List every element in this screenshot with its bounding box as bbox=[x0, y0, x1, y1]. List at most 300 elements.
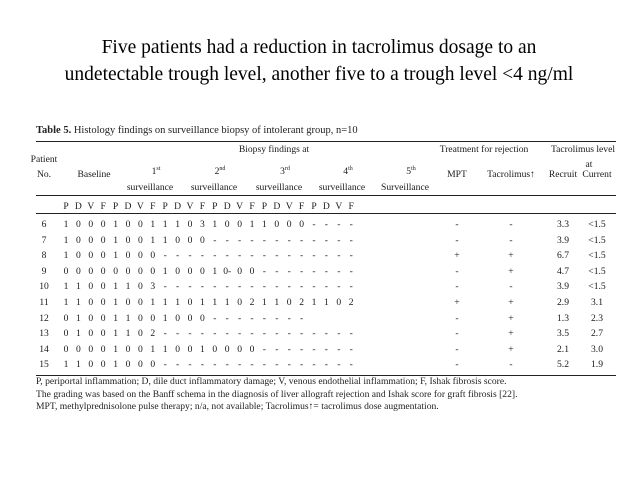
row-15-finding-16: - bbox=[262, 359, 266, 371]
row-12-finding-17: - bbox=[275, 312, 279, 324]
row-11-finding-8: 1 bbox=[162, 297, 168, 308]
surveillance-ordinal: rd bbox=[284, 166, 290, 172]
row-12-current: 2.3 bbox=[591, 312, 603, 324]
row-9-finding-14: 0 bbox=[237, 265, 242, 277]
row-13-finding-20: - bbox=[312, 328, 316, 340]
row-7-finding-11: 0 bbox=[199, 234, 205, 246]
table-rule bbox=[36, 213, 616, 214]
row-15-finding-14: - bbox=[237, 359, 242, 371]
table-notes bbox=[36, 376, 518, 414]
row-7-finding-20: - bbox=[312, 234, 316, 246]
row-14-current: 3.0 bbox=[591, 343, 603, 355]
row-12-finding-3: 0 bbox=[100, 312, 106, 324]
row-11-finding-16: 1 bbox=[261, 297, 267, 308]
row-7-finding-0: 1 bbox=[63, 234, 69, 246]
row-9-finding-11: 0 bbox=[199, 265, 205, 277]
surveillance-number: 3 bbox=[280, 166, 285, 178]
row-13-finding-18: - bbox=[287, 328, 291, 340]
row-8-finding-15: - bbox=[250, 250, 254, 262]
row-11-finding-22: 0 bbox=[336, 297, 342, 308]
row-14-finding-7: 1 bbox=[150, 343, 156, 355]
header-v-5: V bbox=[285, 201, 293, 212]
row-11-finding-21: 1 bbox=[323, 297, 329, 308]
row-10-finding-1: 1 bbox=[75, 281, 81, 293]
row-9-finding-0: 0 bbox=[63, 265, 69, 277]
header-surveillance-4: surveillance bbox=[318, 182, 366, 193]
row-10-finding-7: 3 bbox=[150, 281, 156, 293]
row-15-finding-4: 1 bbox=[113, 359, 118, 371]
row-12-finding-19: - bbox=[299, 312, 304, 324]
row-15-patient-no: 15 bbox=[39, 359, 49, 371]
row-14-finding-12: 0 bbox=[212, 343, 218, 355]
row-15-tacrolimus-up: - bbox=[509, 359, 513, 371]
header-f-5: F bbox=[298, 201, 305, 212]
row-6-finding-4: 1 bbox=[113, 219, 118, 230]
row-8-finding-18: - bbox=[287, 250, 291, 262]
caption-text: Histology findings on surveillance biopsy of intolerant group, n=10 bbox=[73, 125, 358, 136]
row-14-finding-3: 0 bbox=[100, 343, 106, 355]
row-9-finding-1: 0 bbox=[75, 265, 81, 277]
row-10-patient-no: 10 bbox=[39, 281, 49, 293]
row-14-patient-no: 14 bbox=[39, 343, 49, 355]
row-12-finding-8: 1 bbox=[162, 312, 168, 324]
header-d-1: D bbox=[74, 201, 82, 212]
row-13-mpt: - bbox=[455, 328, 459, 340]
row-11-finding-12: 1 bbox=[212, 297, 218, 308]
row-14-finding-4: 1 bbox=[113, 343, 118, 355]
row-15-finding-5: 0 bbox=[125, 359, 131, 371]
row-9-finding-2: 0 bbox=[88, 265, 94, 277]
row-15-finding-21: - bbox=[324, 359, 328, 371]
table-rule bbox=[36, 141, 616, 142]
row-9-finding-23: - bbox=[349, 265, 353, 277]
row-10-current: <1.5 bbox=[588, 281, 606, 293]
row-8-finding-21: - bbox=[324, 250, 328, 262]
header-mpt: MPT bbox=[447, 169, 467, 180]
note-abbreviations: P, periportal inflammation; D, dile duct inflammatory damage; V, venous endothelial inflammation; F, Ishak fibrosis score. bbox=[36, 376, 507, 387]
row-13-finding-4: 1 bbox=[113, 328, 118, 340]
row-14-mpt: - bbox=[455, 343, 459, 355]
row-10-finding-16: - bbox=[262, 281, 266, 293]
header-surveillance-2: surveillance bbox=[190, 182, 238, 193]
row-11-finding-23: 2 bbox=[348, 297, 354, 308]
row-12-finding-9: 0 bbox=[175, 312, 180, 324]
row-8-finding-0: 1 bbox=[63, 250, 69, 262]
row-13-finding-16: - bbox=[262, 328, 266, 340]
header-at: at bbox=[585, 159, 593, 170]
header-p-2: P bbox=[112, 201, 119, 212]
row-9-finding-22: - bbox=[337, 265, 341, 277]
row-13-current: 2.7 bbox=[591, 328, 603, 340]
row-7-finding-16: - bbox=[262, 234, 266, 246]
row-9-finding-4: 0 bbox=[113, 265, 118, 277]
row-14-recruit: 2.1 bbox=[557, 343, 569, 355]
row-9-finding-13: 0- bbox=[223, 265, 232, 277]
row-11-finding-18: 0 bbox=[286, 297, 292, 308]
row-7-current: <1.5 bbox=[588, 234, 606, 246]
row-8-finding-16: - bbox=[262, 250, 266, 262]
header-current: Current bbox=[582, 169, 612, 180]
row-15-recruit: 5.2 bbox=[557, 359, 569, 371]
row-7-finding-9: 0 bbox=[175, 234, 180, 246]
row-15-finding-23: - bbox=[349, 359, 353, 371]
row-9-finding-17: - bbox=[275, 265, 279, 277]
row-14-finding-20: - bbox=[312, 343, 316, 355]
title-line-1: Five patients had a reduction in tacrolimus dosage to an bbox=[101, 37, 537, 58]
row-10-finding-23: - bbox=[349, 281, 353, 293]
header-f-4: F bbox=[249, 201, 255, 212]
row-13-finding-9: - bbox=[175, 328, 180, 340]
header-surveillance-3: surveillance bbox=[255, 182, 303, 193]
row-6-finding-11: 3 bbox=[199, 219, 205, 230]
row-7-finding-19: - bbox=[299, 234, 304, 246]
row-9-current: <1.5 bbox=[588, 265, 606, 277]
row-6-finding-14: 0 bbox=[237, 219, 242, 230]
row-9-finding-20: - bbox=[312, 265, 316, 277]
row-6-finding-3: 0 bbox=[100, 219, 106, 230]
row-15-finding-2: 0 bbox=[88, 359, 94, 371]
header-f-2: F bbox=[150, 201, 156, 212]
row-12-finding-2: 0 bbox=[88, 312, 94, 324]
table-caption bbox=[36, 125, 358, 136]
row-6-finding-18: 0 bbox=[286, 219, 292, 230]
row-13-finding-14: - bbox=[237, 328, 242, 340]
row-7-finding-18: - bbox=[287, 234, 291, 246]
row-11-finding-13: 1 bbox=[224, 297, 230, 308]
row-9-finding-16: - bbox=[262, 265, 266, 277]
header-p-5: P bbox=[261, 201, 268, 212]
row-8-patient-no: 8 bbox=[41, 250, 47, 262]
row-13-finding-7: 2 bbox=[150, 328, 156, 340]
row-15-finding-22: - bbox=[337, 359, 341, 371]
row-9-mpt: - bbox=[455, 265, 459, 277]
row-14-finding-5: 0 bbox=[125, 343, 131, 355]
header-biopsy-findings: Biopsy findings at bbox=[238, 144, 310, 155]
row-13-finding-21: - bbox=[324, 328, 328, 340]
header-p-1: P bbox=[63, 201, 69, 212]
row-9-finding-15: 0 bbox=[249, 265, 255, 277]
header-surveillance-2-number bbox=[215, 166, 226, 177]
row-14-finding-6: 0 bbox=[137, 343, 143, 355]
header-tacrolimus-up: Tacrolimus↑ bbox=[487, 169, 535, 180]
row-15-finding-3: 0 bbox=[100, 359, 106, 371]
row-13-finding-0: 0 bbox=[63, 328, 69, 340]
row-14-finding-13: 0 bbox=[224, 343, 230, 355]
row-6-recruit: 3.3 bbox=[557, 219, 569, 230]
row-8-finding-14: - bbox=[237, 250, 242, 262]
row-15-mpt: - bbox=[455, 359, 459, 371]
row-13-tacrolimus-up: + bbox=[508, 328, 514, 340]
row-12-finding-4: 1 bbox=[113, 312, 118, 324]
row-10-finding-14: - bbox=[237, 281, 242, 293]
row-9-recruit: 4.7 bbox=[557, 265, 569, 277]
row-11-finding-9: 1 bbox=[175, 297, 180, 308]
header-p-6: P bbox=[311, 201, 317, 212]
row-11-finding-6: 0 bbox=[137, 297, 143, 308]
row-11-finding-11: 1 bbox=[199, 297, 205, 308]
row-6-finding-23: - bbox=[349, 219, 353, 230]
row-13-finding-2: 0 bbox=[88, 328, 94, 340]
row-10-finding-18: - bbox=[287, 281, 291, 293]
row-7-finding-17: - bbox=[275, 234, 279, 246]
row-14-finding-17: - bbox=[275, 343, 279, 355]
row-15-finding-10: - bbox=[188, 359, 192, 371]
row-12-finding-10: 0 bbox=[187, 312, 193, 324]
row-14-finding-1: 0 bbox=[75, 343, 81, 355]
surveillance-ordinal: th bbox=[411, 166, 416, 172]
row-7-finding-7: 1 bbox=[150, 234, 156, 246]
table-rule bbox=[36, 195, 616, 196]
row-9-finding-7: 0 bbox=[150, 265, 156, 277]
row-10-finding-19: - bbox=[299, 281, 304, 293]
row-7-finding-14: - bbox=[237, 234, 242, 246]
row-9-finding-12: 1 bbox=[212, 265, 218, 277]
row-12-patient-no: 12 bbox=[39, 312, 49, 324]
row-13-finding-11: - bbox=[200, 328, 204, 340]
row-11-patient-no: 11 bbox=[39, 297, 49, 308]
row-11-finding-14: 0 bbox=[237, 297, 242, 308]
row-14-finding-23: - bbox=[349, 343, 353, 355]
header-patient: Patient bbox=[30, 154, 58, 165]
row-14-finding-16: - bbox=[262, 343, 266, 355]
header-v-2: V bbox=[136, 201, 144, 212]
header-treatment: Treatment for rejection bbox=[439, 144, 529, 155]
row-14-finding-14: 0 bbox=[237, 343, 242, 355]
row-7-finding-10: 0 bbox=[187, 234, 193, 246]
caption-label: Table 5. bbox=[36, 125, 72, 136]
row-13-finding-15: - bbox=[250, 328, 254, 340]
row-9-finding-10: 0 bbox=[187, 265, 193, 277]
row-7-finding-5: 0 bbox=[125, 234, 131, 246]
header-baseline: Baseline bbox=[77, 169, 111, 180]
row-11-finding-20: 1 bbox=[311, 297, 317, 308]
row-7-finding-6: 0 bbox=[137, 234, 143, 246]
row-12-finding-0: 0 bbox=[63, 312, 69, 324]
header-surveillance-5-number bbox=[406, 166, 415, 177]
row-13-finding-17: - bbox=[275, 328, 279, 340]
row-10-finding-20: - bbox=[312, 281, 316, 293]
row-8-finding-20: - bbox=[312, 250, 316, 262]
row-8-finding-6: 0 bbox=[137, 250, 143, 262]
header-v-3: V bbox=[186, 201, 194, 212]
row-12-mpt: - bbox=[455, 312, 459, 324]
row-10-finding-6: 0 bbox=[137, 281, 143, 293]
row-10-finding-13: - bbox=[225, 281, 229, 293]
header-d-6: D bbox=[322, 201, 330, 212]
row-10-finding-4: 1 bbox=[113, 281, 118, 293]
row-12-finding-1: 1 bbox=[75, 312, 81, 324]
row-13-finding-19: - bbox=[299, 328, 304, 340]
row-13-finding-22: - bbox=[337, 328, 341, 340]
row-6-finding-17: 0 bbox=[274, 219, 280, 230]
row-9-finding-21: - bbox=[324, 265, 328, 277]
row-10-finding-5: 1 bbox=[125, 281, 131, 293]
row-6-current: <1.5 bbox=[588, 219, 606, 230]
row-7-finding-15: - bbox=[250, 234, 254, 246]
row-8-finding-10: - bbox=[188, 250, 192, 262]
row-13-finding-3: 0 bbox=[100, 328, 106, 340]
row-6-finding-13: 0 bbox=[224, 219, 230, 230]
row-14-finding-19: - bbox=[299, 343, 304, 355]
row-11-finding-15: 2 bbox=[249, 297, 255, 308]
row-6-finding-10: 0 bbox=[187, 219, 193, 230]
row-6-finding-8: 1 bbox=[162, 219, 168, 230]
row-14-finding-8: 1 bbox=[162, 343, 168, 355]
header-surveillance-5: Surveillance bbox=[381, 182, 429, 193]
row-15-finding-0: 1 bbox=[63, 359, 69, 371]
row-12-finding-18: - bbox=[287, 312, 291, 324]
row-6-finding-9: 1 bbox=[175, 219, 180, 230]
row-7-patient-no: 7 bbox=[41, 234, 47, 246]
row-15-finding-11: - bbox=[200, 359, 204, 371]
row-15-finding-8: - bbox=[163, 359, 167, 371]
row-11-finding-2: 0 bbox=[88, 297, 94, 308]
header-d-4: D bbox=[223, 201, 231, 212]
row-13-finding-1: 1 bbox=[75, 328, 81, 340]
row-14-finding-22: - bbox=[337, 343, 341, 355]
header-f-6: F bbox=[348, 201, 354, 212]
row-13-finding-12: - bbox=[213, 328, 217, 340]
row-10-finding-2: 0 bbox=[88, 281, 94, 293]
row-14-finding-18: - bbox=[287, 343, 291, 355]
row-15-finding-7: 0 bbox=[150, 359, 156, 371]
row-12-finding-13: - bbox=[225, 312, 229, 324]
surveillance-number: 2 bbox=[214, 166, 220, 178]
row-14-finding-21: - bbox=[324, 343, 328, 355]
row-10-recruit: 3.9 bbox=[557, 281, 569, 293]
row-6-finding-20: - bbox=[312, 219, 316, 230]
row-11-current: 3.1 bbox=[591, 297, 603, 308]
surveillance-ordinal: st bbox=[156, 166, 161, 172]
row-9-tacrolimus-up: + bbox=[508, 265, 514, 277]
row-10-tacrolimus-up: - bbox=[509, 281, 513, 293]
surveillance-number: 1 bbox=[151, 166, 157, 178]
row-7-tacrolimus-up: - bbox=[509, 234, 513, 246]
row-7-finding-22: - bbox=[337, 234, 341, 246]
row-8-finding-12: - bbox=[213, 250, 217, 262]
row-12-finding-11: 0 bbox=[199, 312, 205, 324]
row-7-finding-4: 1 bbox=[113, 234, 118, 246]
row-12-finding-12: - bbox=[213, 312, 217, 324]
row-9-finding-18: - bbox=[287, 265, 291, 277]
row-11-finding-1: 1 bbox=[75, 297, 81, 308]
row-15-finding-20: - bbox=[312, 359, 316, 371]
header-d-3: D bbox=[174, 201, 182, 212]
row-14-finding-2: 0 bbox=[88, 343, 94, 355]
row-11-finding-17: 1 bbox=[274, 297, 280, 308]
row-8-finding-11: - bbox=[200, 250, 204, 262]
row-8-finding-23: - bbox=[349, 250, 353, 262]
row-9-finding-6: 0 bbox=[137, 265, 143, 277]
row-15-finding-9: - bbox=[175, 359, 180, 371]
row-10-finding-22: - bbox=[337, 281, 341, 293]
row-11-finding-3: 0 bbox=[100, 297, 106, 308]
row-8-finding-1: 0 bbox=[75, 250, 81, 262]
row-8-finding-2: 0 bbox=[88, 250, 94, 262]
row-14-finding-10: 0 bbox=[187, 343, 193, 355]
header-f-3: F bbox=[199, 201, 206, 212]
header-recruit: Recruit bbox=[548, 169, 578, 180]
row-6-finding-5: 0 bbox=[125, 219, 131, 230]
row-8-finding-9: - bbox=[175, 250, 180, 262]
row-13-finding-13: - bbox=[225, 328, 229, 340]
row-10-finding-3: 0 bbox=[100, 281, 106, 293]
row-11-tacrolimus-up: + bbox=[508, 297, 514, 308]
row-8-finding-17: - bbox=[275, 250, 279, 262]
header-p-4: P bbox=[212, 201, 218, 212]
row-11-finding-19: 2 bbox=[299, 297, 304, 308]
row-9-finding-5: 0 bbox=[125, 265, 131, 277]
row-8-recruit: 6.7 bbox=[557, 250, 569, 262]
row-8-finding-19: - bbox=[299, 250, 304, 262]
row-12-recruit: 1.3 bbox=[557, 312, 569, 324]
row-7-finding-8: 1 bbox=[162, 234, 168, 246]
row-13-finding-23: - bbox=[349, 328, 353, 340]
header-v-6: V bbox=[335, 201, 343, 212]
row-12-finding-15: - bbox=[250, 312, 254, 324]
row-6-finding-16: 1 bbox=[261, 219, 267, 230]
row-6-finding-2: 0 bbox=[88, 219, 94, 230]
row-10-finding-15: - bbox=[250, 281, 254, 293]
row-7-finding-3: 0 bbox=[100, 234, 106, 246]
row-7-finding-2: 0 bbox=[88, 234, 94, 246]
row-15-finding-19: - bbox=[299, 359, 304, 371]
row-14-finding-15: 0 bbox=[249, 343, 255, 355]
row-12-tacrolimus-up: + bbox=[508, 312, 514, 324]
row-6-finding-7: 1 bbox=[150, 219, 156, 230]
row-6-finding-21: - bbox=[324, 219, 328, 230]
row-9-finding-3: 0 bbox=[100, 265, 106, 277]
row-13-recruit: 3.5 bbox=[557, 328, 569, 340]
row-7-recruit: 3.9 bbox=[557, 234, 569, 246]
row-15-finding-12: - bbox=[213, 359, 217, 371]
row-8-mpt: + bbox=[454, 250, 460, 262]
row-9-patient-no: 9 bbox=[41, 265, 47, 277]
row-6-finding-19: 0 bbox=[299, 219, 304, 230]
row-7-finding-21: - bbox=[324, 234, 328, 246]
title-line-2: undetectable trough level, another five to a trough level <4 ng/ml bbox=[64, 64, 574, 85]
note-mpt: MPT, methylprednisolone pulse therapy; n/a, not available; Tacrolimus↑= tacrolimus dose augmentation. bbox=[36, 401, 439, 413]
row-8-finding-4: 1 bbox=[113, 250, 118, 262]
header-tacrolimus-level: Tacrolimus level bbox=[550, 144, 616, 155]
row-14-tacrolimus-up: + bbox=[508, 343, 514, 355]
surveillance-number: 4 bbox=[343, 166, 349, 178]
row-10-finding-10: - bbox=[188, 281, 192, 293]
header-no: No. bbox=[36, 169, 52, 180]
row-7-finding-12: - bbox=[213, 234, 217, 246]
row-8-tacrolimus-up: + bbox=[508, 250, 514, 262]
row-10-finding-17: - bbox=[275, 281, 279, 293]
row-6-mpt: - bbox=[455, 219, 459, 230]
row-13-finding-6: 0 bbox=[137, 328, 143, 340]
row-11-recruit: 2.9 bbox=[557, 297, 569, 308]
row-15-finding-1: 1 bbox=[75, 359, 81, 371]
row-11-finding-5: 0 bbox=[125, 297, 131, 308]
header-surveillance-4-number bbox=[343, 166, 352, 177]
row-6-finding-12: 1 bbox=[212, 219, 218, 230]
row-14-finding-9: 0 bbox=[175, 343, 180, 355]
header-surveillance-3-number bbox=[280, 166, 290, 177]
row-8-finding-22: - bbox=[337, 250, 341, 262]
row-15-finding-13: - bbox=[225, 359, 229, 371]
row-14-finding-11: 1 bbox=[199, 343, 205, 355]
row-15-finding-18: - bbox=[287, 359, 291, 371]
row-11-finding-4: 1 bbox=[113, 297, 118, 308]
row-9-finding-19: - bbox=[299, 265, 304, 277]
row-11-finding-10: 0 bbox=[187, 297, 193, 308]
row-9-finding-9: 0 bbox=[175, 265, 180, 277]
slide-title bbox=[0, 34, 638, 88]
